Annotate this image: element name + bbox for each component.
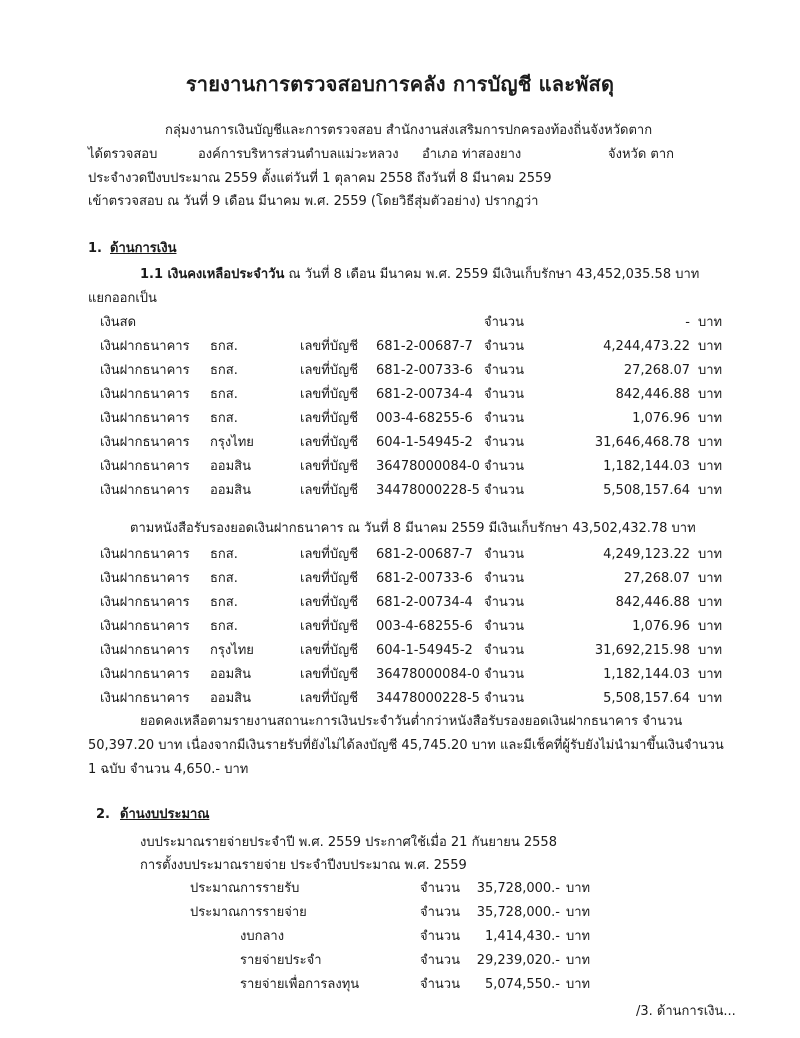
account-label: เลขที่บัญชี <box>300 411 359 426</box>
budget-label: ประมาณการรายรับ <box>190 881 300 896</box>
account-label: เลขที่บัญชี <box>300 547 359 562</box>
amount-label: จำนวน <box>420 881 460 896</box>
deposit-type: เงินฝากธนาคาร <box>100 691 190 706</box>
amount-label: จำนวน <box>484 459 524 474</box>
amount-value: 35,728,000.- <box>476 905 560 920</box>
unit-label: บาท <box>566 881 591 896</box>
deposit-row <box>0 434 800 452</box>
amount-label: จำนวน <box>420 929 460 944</box>
note-line-1: ยอดคงเหลือตามรายงานสถานะการเงินประจำวันต่ำกว่าหนังสือรับรองยอดเงินฝากธนาคาร จำนวน <box>140 714 683 729</box>
deposit-type: เงินฝากธนาคาร <box>100 667 190 682</box>
bank-name: กรุงไทย <box>210 643 254 658</box>
unit-label: บาท <box>698 315 723 330</box>
header-visit-date: เข้าตรวจสอบ ณ วันที่ 9 เดือน มีนาคม พ.ศ. 2559 (โดยวิธีสุ่มตัวอย่าง) ปรากฏว่า <box>88 194 539 209</box>
unit-label: บาท <box>698 667 723 682</box>
deposit-type: เงินฝากธนาคาร <box>100 547 190 562</box>
amount-label: จำนวน <box>484 363 524 378</box>
bank-name: ธกส. <box>210 363 238 378</box>
deposit-type: เงินฝากธนาคาร <box>100 363 190 378</box>
unit-label: บาท <box>698 411 723 426</box>
section2-heading: ด้านงบประมาณ <box>120 807 210 822</box>
amount-value: 842,446.88 <box>615 387 690 402</box>
section1-heading: ด้านการเงิน <box>110 241 177 256</box>
amount-label: จำนวน <box>484 571 524 586</box>
header-province: จังหวัด ตาก <box>608 147 675 162</box>
amount-label: จำนวน <box>484 667 524 682</box>
unit-label: บาท <box>698 595 723 610</box>
section1-subheading <box>140 266 699 284</box>
account-label: เลขที่บัญชี <box>300 435 359 450</box>
amount-value: 1,182,144.03 <box>603 459 690 474</box>
amount-label: จำนวน <box>484 619 524 634</box>
amount-label: จำนวน <box>484 315 524 330</box>
amount-value: 35,728,000.- <box>476 881 560 896</box>
deposit-row <box>0 482 800 500</box>
bank-name: ธกส. <box>210 595 238 610</box>
amount-value: 842,446.88 <box>615 595 690 610</box>
bank-name: ออมสิน <box>210 691 252 706</box>
amount-value: 31,646,468.78 <box>594 435 690 450</box>
deposit-row <box>0 618 800 636</box>
budget-row <box>0 952 800 970</box>
header-audited-label: ได้ตรวจสอบ <box>88 147 158 162</box>
account-label: เลขที่บัญชี <box>300 667 359 682</box>
amount-label: จำนวน <box>484 339 524 354</box>
deposit-row <box>0 386 800 404</box>
account-number: 681-2-00734-4 <box>376 387 473 402</box>
account-label: เลขที่บัญชี <box>300 339 359 354</box>
unit-label: บาท <box>698 363 723 378</box>
unit-label: บาท <box>698 459 723 474</box>
unit-label: บาท <box>698 619 723 634</box>
header-period: ประจำงวดปีงบประมาณ 2559 ตั้งแต่วันที่ 1 ตุลาคม 2558 ถึงวันที่ 8 มีนาคม 2559 <box>88 171 552 186</box>
amount-value: 1,076.96 <box>632 411 690 426</box>
note-line-2: 50,397.20 บาท เนื่องจากมีเงินรายรับที่ยังไม่ได้ลงบัญชี 45,745.20 บาท และมีเช็คที่ผู้รับยังไม่นำมาขึ้นเงินจำนวน <box>88 738 724 753</box>
unit-label: บาท <box>698 547 723 562</box>
unit-label: บาท <box>698 483 723 498</box>
amount-value: 1,182,144.03 <box>603 667 690 682</box>
unit-label: บาท <box>566 905 591 920</box>
account-number: 681-2-00734-4 <box>376 595 473 610</box>
account-label: เลขที่บัญชี <box>300 571 359 586</box>
cash-label: เงินสด <box>100 315 137 330</box>
budget-row <box>0 880 800 898</box>
amount-value: 31,692,215.98 <box>594 643 690 658</box>
deposit-row <box>0 362 800 380</box>
deposit-row <box>0 546 800 564</box>
deposit-row <box>0 666 800 684</box>
continue-footer: /3. ด้านการเงิน... <box>636 1004 736 1019</box>
amount-value: 1,414,430.- <box>485 929 560 944</box>
bank-name: ธกส. <box>210 339 238 354</box>
amount-value: 29,239,020.- <box>476 953 560 968</box>
deposit-type: เงินฝากธนาคาร <box>100 595 190 610</box>
account-number: 34478000228-5 <box>376 691 480 706</box>
account-label: เลขที่บัญชี <box>300 387 359 402</box>
account-number: 681-2-00733-6 <box>376 571 473 586</box>
account-number: 003-4-68255-6 <box>376 619 473 634</box>
account-label: เลขที่บัญชี <box>300 595 359 610</box>
amount-value: 27,268.07 <box>623 571 690 586</box>
cash-row <box>0 314 800 332</box>
amount-label: จำนวน <box>484 643 524 658</box>
deposit-type: เงินฝากธนาคาร <box>100 459 190 474</box>
account-number: 36478000084-0 <box>376 459 480 474</box>
bank-name: ออมสิน <box>210 459 252 474</box>
deposit-type: เงินฝากธนาคาร <box>100 643 190 658</box>
deposit-row <box>0 570 800 588</box>
budget-label: รายจ่ายเพื่อการลงทุน <box>240 977 360 992</box>
header-district: อำเภอ ท่าสองยาง <box>422 147 522 162</box>
amount-label: จำนวน <box>420 953 460 968</box>
deposit-row <box>0 690 800 708</box>
deposit-row <box>0 338 800 356</box>
account-number: 604-1-54945-2 <box>376 435 473 450</box>
account-number: 681-2-00733-6 <box>376 363 473 378</box>
unit-label: บาท <box>698 339 723 354</box>
deposit-type: เงินฝากธนาคาร <box>100 387 190 402</box>
amount-label: จำนวน <box>484 595 524 610</box>
amount-label: จำนวน <box>420 905 460 920</box>
amount-label: จำนวน <box>484 483 524 498</box>
account-label: เลขที่บัญชี <box>300 363 359 378</box>
account-number: 36478000084-0 <box>376 667 480 682</box>
budget-line-1: งบประมาณรายจ่ายประจำปี พ.ศ. 2559 ประกาศใช้เมื่อ 21 กันยายน 2558 <box>140 835 557 850</box>
amount-label: จำนวน <box>484 435 524 450</box>
deposit-type: เงินฝากธนาคาร <box>100 411 190 426</box>
unit-label: บาท <box>698 643 723 658</box>
account-label: เลขที่บัญชี <box>300 691 359 706</box>
unit-label: บาท <box>698 387 723 402</box>
unit-label: บาท <box>698 435 723 450</box>
bank-name: ธกส. <box>210 411 238 426</box>
account-number: 681-2-00687-7 <box>376 547 473 562</box>
amount-value: 4,249,123.22 <box>603 547 690 562</box>
unit-label: บาท <box>566 953 591 968</box>
amount-value: - <box>685 315 690 330</box>
deposit-type: เงินฝากธนาคาร <box>100 571 190 586</box>
account-label: เลขที่บัญชี <box>300 459 359 474</box>
budget-line-2: การตั้งงบประมาณรายจ่าย ประจำปีงบประมาณ พ.ศ. 2559 <box>140 858 467 873</box>
amount-value: 27,268.07 <box>623 363 690 378</box>
bank-name: ธกส. <box>210 619 238 634</box>
budget-row <box>0 976 800 994</box>
unit-label: บาท <box>566 977 591 992</box>
amount-label: จำนวน <box>420 977 460 992</box>
account-number: 003-4-68255-6 <box>376 411 473 426</box>
deposit-type: เงินฝากธนาคาร <box>100 619 190 634</box>
bank-name: ออมสิน <box>210 667 252 682</box>
deposit-row <box>0 594 800 612</box>
bank-name: ธกส. <box>210 547 238 562</box>
header-department: กลุ่มงานการเงินบัญชีและการตรวจสอบ สำนักงานส่งเสริมการปกครองท้องถิ่นจังหวัดตาก <box>165 123 653 138</box>
deposit-type: เงินฝากธนาคาร <box>100 339 190 354</box>
deposit-row <box>0 642 800 660</box>
bank-name: กรุงไทย <box>210 435 254 450</box>
amount-value: 5,508,157.64 <box>603 691 690 706</box>
subheading-bold: 1.1 เงินคงเหลือประจำวัน <box>140 267 285 282</box>
amount-value: 5,508,157.64 <box>603 483 690 498</box>
budget-row <box>0 904 800 922</box>
deposit-row <box>0 410 800 428</box>
header-organization: องค์การบริหารส่วนตำบลแม่วะหลวง <box>198 147 399 162</box>
budget-label: ประมาณการรายจ่าย <box>190 905 307 920</box>
section2-number: 2. <box>96 807 110 822</box>
amount-value: 4,244,473.22 <box>603 339 690 354</box>
unit-label: บาท <box>566 929 591 944</box>
unit-label: บาท <box>698 691 723 706</box>
account-number: 34478000228-5 <box>376 483 480 498</box>
account-label: เลขที่บัญชี <box>300 619 359 634</box>
budget-label: รายจ่ายประจำ <box>240 953 322 968</box>
bank-name: ออมสิน <box>210 483 252 498</box>
subheading-rest: ณ วันที่ 8 เดือน มีนาคม พ.ศ. 2559 มีเงินเก็บรักษา 43,452,035.58 บาท <box>284 267 700 282</box>
deposit-type: เงินฝากธนาคาร <box>100 483 190 498</box>
amount-label: จำนวน <box>484 411 524 426</box>
note-line-3: 1 ฉบับ จำนวน 4,650.- บาท <box>88 762 249 777</box>
budget-label: งบกลาง <box>240 929 285 944</box>
amount-label: จำนวน <box>484 387 524 402</box>
unit-label: บาท <box>698 571 723 586</box>
document-title: รายงานการตรวจสอบการคลัง การบัญชี และพัสดุ <box>185 72 615 96</box>
bank-name: ธกส. <box>210 387 238 402</box>
account-number: 681-2-00687-7 <box>376 339 473 354</box>
account-label: เลขที่บัญชี <box>300 643 359 658</box>
section1-number: 1. <box>88 241 102 256</box>
deposit-row <box>0 458 800 476</box>
budget-row <box>0 928 800 946</box>
amount-label: จำนวน <box>484 691 524 706</box>
amount-value: 1,076.96 <box>632 619 690 634</box>
confirm-line: ตามหนังสือรับรองยอดเงินฝากธนาคาร ณ วันที่ 8 มีนาคม 2559 มีเงินเก็บรักษา 43,502,432.78 บาท <box>130 521 696 536</box>
deposit-type: เงินฝากธนาคาร <box>100 435 190 450</box>
split-label: แยกออกเป็น <box>88 291 157 306</box>
bank-name: ธกส. <box>210 571 238 586</box>
amount-value: 5,074,550.- <box>485 977 560 992</box>
account-label: เลขที่บัญชี <box>300 483 359 498</box>
amount-label: จำนวน <box>484 547 524 562</box>
account-number: 604-1-54945-2 <box>376 643 473 658</box>
